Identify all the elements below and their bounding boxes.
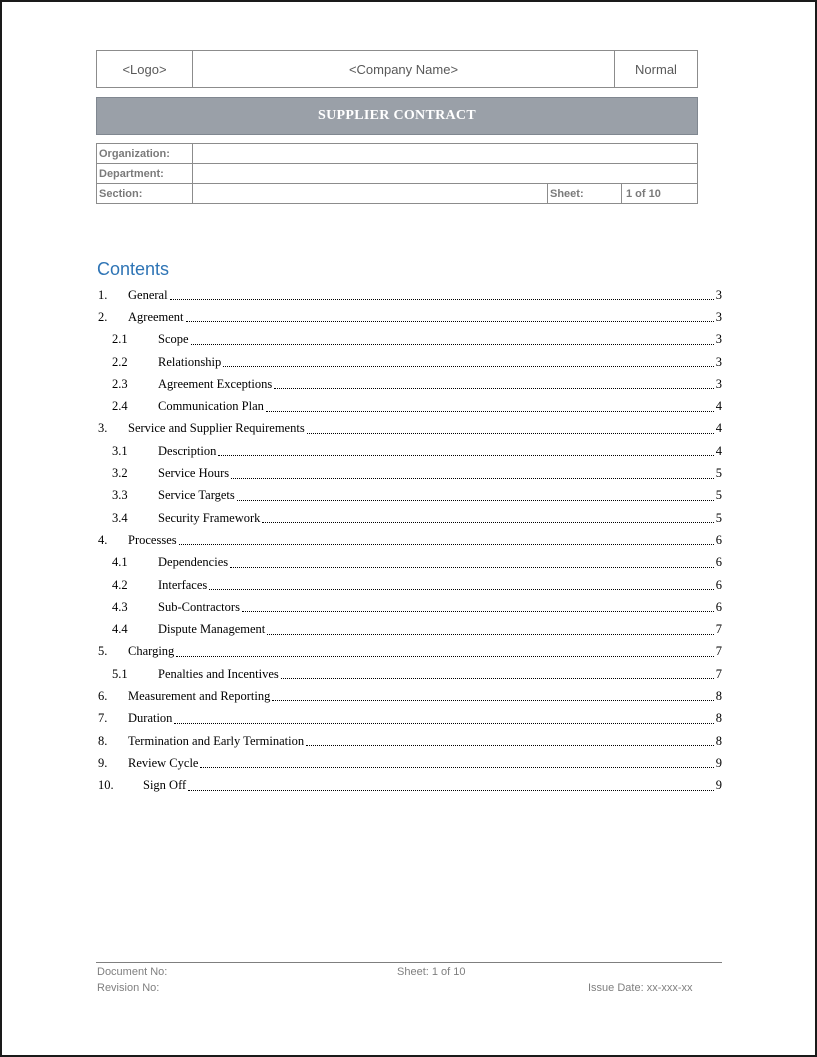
footer-divider — [96, 962, 722, 963]
toc-leader-dots — [188, 781, 714, 791]
toc-entry-title-wrap — [158, 355, 722, 370]
toc-entry-title-wrap — [128, 644, 722, 659]
toc-entry-page: 5 — [715, 466, 722, 481]
toc-entry-page: 3 — [715, 287, 722, 302]
toc-entry-page: 3 — [715, 309, 722, 324]
toc-entry-number: 2. — [98, 309, 108, 324]
toc-entry[interactable] — [98, 685, 722, 707]
toc-entry-title: Duration — [128, 711, 173, 726]
toc-entry-page: 8 — [715, 688, 722, 703]
toc-entry-title-wrap — [158, 555, 722, 570]
toc-leader-dots — [179, 535, 714, 545]
toc-entry[interactable] — [98, 395, 722, 417]
info-table — [96, 143, 698, 204]
toc-leader-dots — [176, 647, 713, 657]
toc-entry-title-wrap — [158, 332, 722, 347]
toc-entry-title: General — [128, 287, 168, 302]
toc-leader-dots — [231, 469, 714, 479]
footer-sheet: Sheet: 1 of 10 — [397, 966, 466, 978]
toc-leader-dots — [281, 669, 714, 679]
toc-entry-title-wrap — [158, 622, 722, 637]
toc-entry-page: 9 — [715, 755, 722, 770]
toc-entry-title-wrap — [128, 310, 722, 325]
toc-entry[interactable] — [98, 284, 722, 306]
toc-entry[interactable] — [98, 752, 722, 774]
toc-entry-page: 4 — [715, 399, 722, 414]
toc-entry-title-wrap — [158, 444, 722, 459]
toc-leader-dots — [266, 402, 714, 412]
toc-entry-number: 8. — [98, 733, 108, 748]
toc-entry-number: 4.3 — [112, 599, 128, 614]
toc-leader-dots — [230, 558, 714, 568]
toc-entry[interactable] — [98, 529, 722, 551]
toc-entry-page: 6 — [715, 532, 722, 547]
organization-value — [193, 144, 698, 164]
toc-entry[interactable] — [98, 329, 722, 351]
toc-entry-page: 7 — [715, 622, 722, 637]
toc-entry-title: Security Framework — [158, 510, 261, 525]
toc-entry-title: Agreement Exceptions — [158, 376, 273, 391]
toc-leader-dots — [170, 290, 714, 300]
toc-entry-number: 4.2 — [112, 577, 128, 592]
toc-entry[interactable] — [98, 730, 722, 752]
toc-entry-page: 5 — [715, 488, 722, 503]
toc-entry-number: 2.1 — [112, 332, 128, 347]
toc-entry-number: 4.4 — [112, 622, 128, 637]
toc-leader-dots — [186, 312, 714, 322]
sheet-value: 1 of 10 — [622, 184, 698, 204]
toc-entry-title: Processes — [128, 532, 177, 547]
toc-entry-title-wrap — [158, 600, 722, 615]
toc-entry-title-wrap — [158, 667, 722, 682]
toc-entry-number: 5.1 — [112, 666, 128, 681]
department-label: Department: — [97, 164, 193, 184]
toc-leader-dots — [223, 357, 714, 367]
toc-entry-title: Measurement and Reporting — [128, 688, 271, 703]
toc-entry-title-wrap — [158, 377, 722, 392]
toc-entry-title: Termination and Early Termination — [128, 733, 305, 748]
toc-entry[interactable] — [98, 462, 722, 484]
toc-leader-dots — [209, 580, 713, 590]
toc-entry-title: Sub-Contractors — [158, 599, 240, 614]
toc-entry[interactable] — [98, 373, 722, 395]
toc-entry-title-wrap — [158, 511, 722, 526]
sheet-label: Sheet: — [548, 184, 622, 204]
toc-entry-title: Service and Supplier Requirements — [128, 421, 305, 436]
toc-entry[interactable] — [98, 351, 722, 373]
toc-entry-page: 4 — [715, 421, 722, 436]
toc-entry-title: Charging — [128, 644, 175, 659]
toc-entry-title-wrap — [158, 488, 722, 503]
toc-entry[interactable] — [98, 552, 722, 574]
toc-entry[interactable] — [98, 618, 722, 640]
toc-entry-title: Service Hours — [158, 466, 230, 481]
section-value — [193, 184, 548, 204]
toc-entry-page: 3 — [715, 332, 722, 347]
logo-placeholder: <Logo> — [97, 51, 193, 87]
table-of-contents — [98, 284, 722, 797]
toc-entry[interactable] — [98, 596, 722, 618]
footer-document-no: Document No: — [97, 966, 168, 978]
toc-entry-title-wrap — [128, 689, 722, 704]
department-row — [97, 164, 698, 184]
toc-entry-title-wrap — [128, 756, 722, 771]
toc-leader-dots — [218, 446, 713, 456]
toc-leader-dots — [272, 691, 713, 701]
toc-entry-number: 3. — [98, 421, 108, 436]
company-name: <Company Name> — [193, 51, 615, 87]
toc-leader-dots — [242, 602, 714, 612]
toc-entry-title-wrap — [143, 778, 722, 793]
toc-entry-page: 8 — [715, 733, 722, 748]
document-title-banner: SUPPLIER CONTRACT — [96, 97, 698, 135]
toc-entry-title: Sign Off — [143, 778, 187, 793]
toc-entry[interactable] — [98, 440, 722, 462]
toc-entry-number: 2.3 — [112, 376, 128, 391]
toc-entry-title: Dispute Management — [158, 622, 266, 637]
toc-entry-title-wrap — [128, 421, 722, 436]
toc-entry-number: 4. — [98, 532, 108, 547]
toc-entry-number: 9. — [98, 755, 108, 770]
toc-entry-page: 7 — [715, 666, 722, 681]
footer-revision-no: Revision No: — [97, 982, 160, 994]
toc-entry-page: 4 — [715, 443, 722, 458]
toc-entry-page: 6 — [715, 555, 722, 570]
header-table — [96, 50, 698, 88]
footer-issue-date: Issue Date: xx-xxx-xx — [588, 982, 693, 994]
toc-entry-page: 6 — [715, 599, 722, 614]
toc-entry-page: 9 — [715, 778, 722, 793]
toc-leader-dots — [191, 335, 714, 345]
toc-entry-title-wrap — [158, 466, 722, 481]
section-row — [97, 184, 698, 204]
organization-label: Organization: — [97, 144, 193, 164]
toc-entry[interactable] — [98, 507, 722, 529]
toc-entry[interactable] — [98, 775, 722, 797]
toc-entry-number: 3.1 — [112, 443, 128, 458]
toc-entry-number: 6. — [98, 688, 108, 703]
toc-entry[interactable] — [98, 663, 722, 685]
toc-entry-title-wrap — [128, 734, 722, 749]
toc-leader-dots — [307, 424, 714, 434]
department-value — [193, 164, 698, 184]
classification-label: Normal — [635, 61, 677, 77]
toc-entry-title: Penalties and Incentives — [158, 666, 279, 681]
toc-entry-title: Agreement — [128, 309, 184, 324]
organization-row — [97, 144, 698, 164]
toc-entry-title: Service Targets — [158, 488, 235, 503]
toc-leader-dots — [306, 736, 714, 746]
toc-entry-title: Description — [158, 443, 217, 458]
toc-entry-page: 7 — [715, 644, 722, 659]
toc-entry-number: 3.2 — [112, 466, 128, 481]
toc-entry-title: Interfaces — [158, 577, 208, 592]
toc-entry-number: 10. — [98, 778, 114, 793]
section-label: Section: — [97, 184, 193, 204]
toc-entry-title: Communication Plan — [158, 399, 264, 414]
toc-leader-dots — [200, 758, 713, 768]
toc-entry-title: Review Cycle — [128, 755, 199, 770]
toc-entry-title-wrap — [128, 288, 722, 303]
toc-entry-title-wrap — [158, 578, 722, 593]
toc-entry-number: 7. — [98, 711, 108, 726]
toc-leader-dots — [237, 491, 714, 501]
toc-entry-title-wrap — [158, 399, 722, 414]
toc-entry-number: 3.4 — [112, 510, 128, 525]
toc-entry-title: Scope — [158, 332, 189, 347]
toc-entry[interactable] — [98, 708, 722, 730]
toc-entry-title: Dependencies — [158, 555, 229, 570]
toc-entry-number: 4.1 — [112, 555, 128, 570]
toc-leader-dots — [174, 714, 713, 724]
toc-leader-dots — [262, 513, 713, 523]
toc-entry[interactable] — [98, 485, 722, 507]
toc-entry-page: 6 — [715, 577, 722, 592]
toc-entry-number: 2.4 — [112, 399, 128, 414]
toc-entry-number: 2.2 — [112, 354, 128, 369]
toc-entry[interactable] — [98, 641, 722, 663]
toc-leader-dots — [267, 625, 713, 635]
toc-entry-page: 5 — [715, 510, 722, 525]
toc-entry[interactable] — [98, 306, 722, 328]
toc-entry-page: 3 — [715, 354, 722, 369]
toc-entry-page: 3 — [715, 376, 722, 391]
toc-entry[interactable] — [98, 418, 722, 440]
toc-entry-title-wrap — [128, 711, 722, 726]
toc-leader-dots — [274, 379, 714, 389]
toc-entry-title-wrap — [128, 533, 722, 548]
toc-entry-number: 1. — [98, 287, 108, 302]
toc-entry-page: 8 — [715, 711, 722, 726]
toc-entry-title: Relationship — [158, 354, 222, 369]
toc-entry[interactable] — [98, 574, 722, 596]
toc-entry-number: 3.3 — [112, 488, 128, 503]
toc-entry-number: 5. — [98, 644, 108, 659]
contents-heading: Contents — [97, 259, 170, 279]
